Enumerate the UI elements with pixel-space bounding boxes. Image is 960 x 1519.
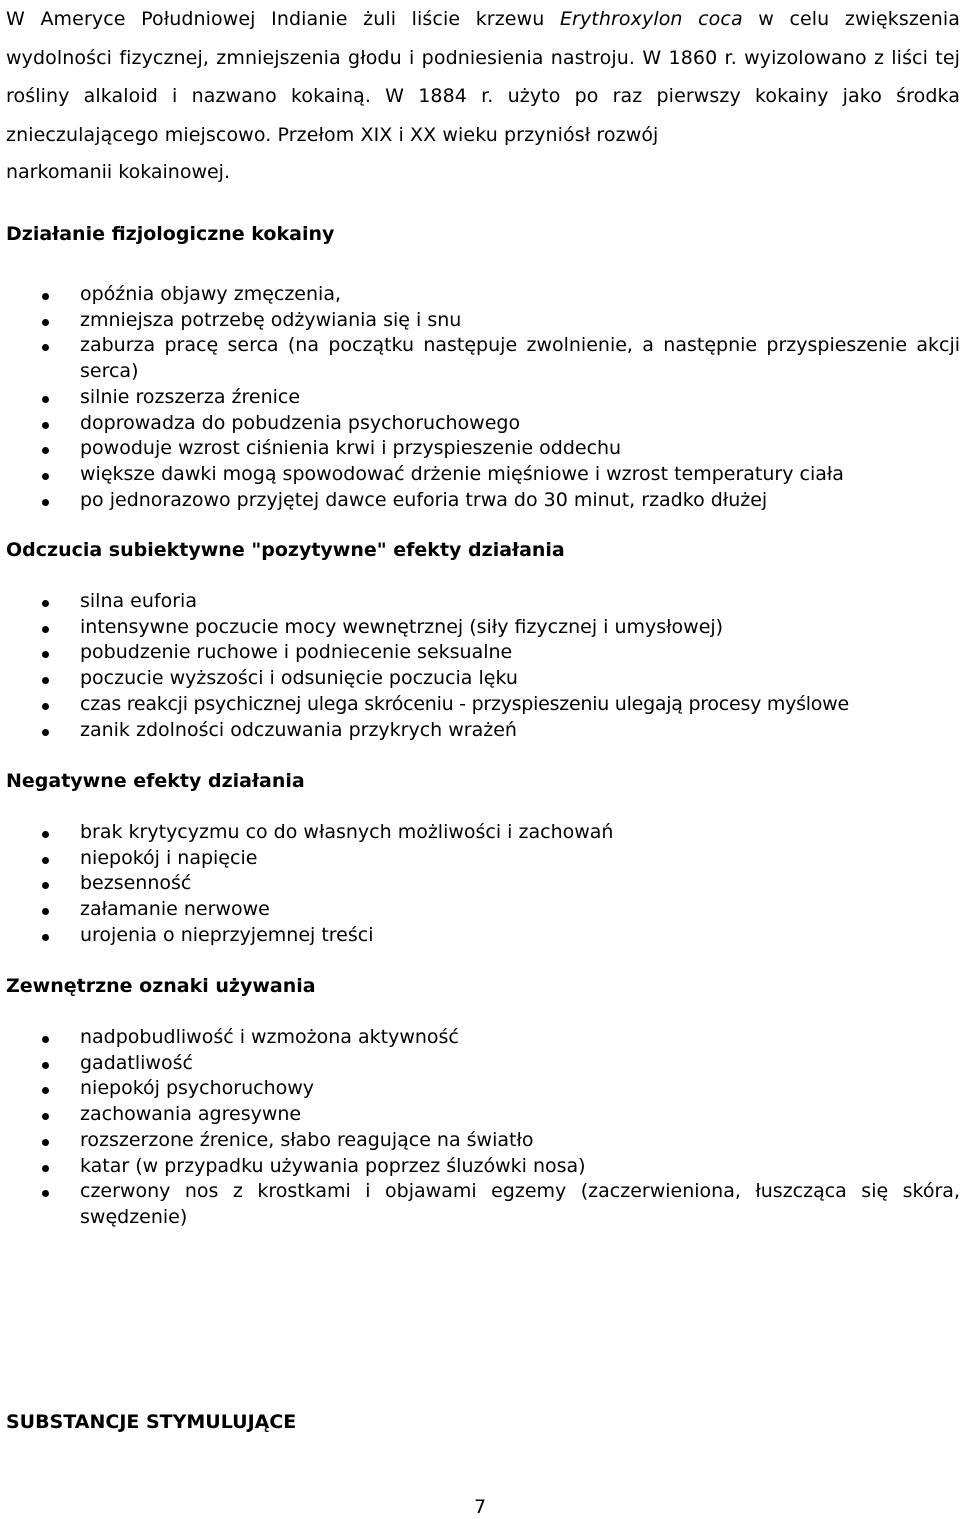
bullet-icon: [42, 677, 49, 684]
intro-text-part1: W Ameryce Południowej Indianie żuli liście krzewu: [6, 8, 560, 30]
list-item: pobudzenie ruchowe i podniecenie seksualne: [0, 640, 960, 666]
bullet-icon: [42, 882, 49, 889]
section-heading-external-signs: Zewnętrzne oznaki używania: [6, 975, 316, 997]
list-item: poczucie wyższości i odsunięcie poczucia lęku: [0, 666, 960, 692]
list-item: silna euforia: [0, 589, 960, 615]
bullet-icon: [42, 447, 49, 454]
bullet-icon: [42, 293, 49, 300]
list-item: niepokój i napięcie: [0, 846, 960, 872]
intro-text-part2: w celu zwiększenia wydolności fizycznej, zmniejszenia głodu i podniesienia nastroju. W 1860 r. wyizolowano z liści tej rośliny alkaloid i nazwano kokainą. W 1884 r. użyto po raz pierwszy kokainy jako środka znieczulającego miejscowo. Przełom XIX i XX wieku przyniósł rozwój: [6, 8, 960, 146]
section-heading-physiological: Działanie fizjologiczne kokainy: [6, 223, 335, 245]
bullet-icon: [42, 729, 49, 736]
list-item: zaburza pracę serca (na początku następuje zwolnienie, a następnie przyspieszenie akcji serca): [0, 333, 960, 384]
list-item: załamanie nerwowe: [0, 897, 960, 923]
bullet-icon: [42, 626, 49, 633]
list-item: opóźnia objawy zmęczenia,: [0, 282, 960, 308]
bullet-icon: [42, 1087, 49, 1094]
bullet-icon: [42, 651, 49, 658]
list-external-signs: [0, 1025, 960, 1231]
bullet-icon: [42, 703, 49, 710]
bullet-icon: [42, 600, 49, 607]
list-item: niepokój psychoruchowy: [0, 1076, 960, 1102]
bullet-icon: [42, 499, 49, 506]
list-item: katar (w przypadku używania poprzez śluzówki nosa): [0, 1154, 960, 1180]
list-subjective: [0, 589, 960, 743]
list-item: po jednorazowo przyjętej dawce euforia trwa do 30 minut, rzadko dłużej: [0, 488, 960, 514]
bullet-icon: [42, 1190, 49, 1197]
list-item: rozszerzone źrenice, słabo reagujące na światło: [0, 1128, 960, 1154]
bullet-icon: [42, 422, 49, 429]
bullet-icon: [42, 908, 49, 915]
bullet-icon: [42, 344, 49, 351]
section-heading-subjective: Odczucia subiektywne "pozytywne" efekty działania: [6, 539, 565, 561]
list-item: zanik zdolności odczuwania przykrych wrażeń: [0, 718, 960, 744]
list-item: silnie rozszerza źrenice: [0, 385, 960, 411]
list-item: gadatliwość: [0, 1051, 960, 1077]
bullet-icon: [42, 319, 49, 326]
bullet-icon: [42, 1139, 49, 1146]
intro-species-name: Erythroxylon coca: [559, 8, 743, 30]
list-item: urojenia o nieprzyjemnej treści: [0, 923, 960, 949]
bullet-icon: [42, 831, 49, 838]
bullet-icon: [42, 473, 49, 480]
intro-last-line: narkomanii kokainowej.: [6, 161, 230, 183]
bullet-icon: [42, 1113, 49, 1120]
bullet-icon: [42, 857, 49, 864]
bullet-icon: [42, 1165, 49, 1172]
list-item: doprowadza do pobudzenia psychoruchowego: [0, 411, 960, 437]
list-item: większe dawki mogą spowodować drżenie mięśniowe i wzrost temperatury ciała: [0, 462, 960, 488]
list-item: nadpobudliwość i wzmożona aktywność: [0, 1025, 960, 1051]
bullet-icon: [42, 1062, 49, 1069]
page-number: 7: [473, 1496, 487, 1518]
section-heading-stimulants: SUBSTANCJE STYMULUJĄCE: [6, 1411, 297, 1433]
bullet-icon: [42, 396, 49, 403]
list-item: zachowania agresywne: [0, 1102, 960, 1128]
list-negative: [0, 820, 960, 949]
list-item: czas reakcji psychicznej ulega skróceniu - przyspieszeniu ulegają procesy myślowe: [0, 692, 960, 718]
list-physiological: [0, 282, 960, 513]
list-item: intensywne poczucie mocy wewnętrznej (siły fizycznej i umysłowej): [0, 615, 960, 641]
list-item: zmniejsza potrzebę odżywiania się i snu: [0, 308, 960, 334]
list-item: czerwony nos z krostkami i objawami egzemy (zaczerwieniona, łuszcząca się skóra, swędzenie): [0, 1179, 960, 1230]
bullet-icon: [42, 1036, 49, 1043]
section-heading-negative: Negatywne efekty działania: [6, 770, 305, 792]
intro-paragraph: [6, 0, 960, 154]
list-item: brak krytycyzmu co do własnych możliwości i zachowań: [0, 820, 960, 846]
list-item: powoduje wzrost ciśnienia krwi i przyspieszenie oddechu: [0, 436, 960, 462]
list-item: bezsenność: [0, 871, 960, 897]
bullet-icon: [42, 934, 49, 941]
